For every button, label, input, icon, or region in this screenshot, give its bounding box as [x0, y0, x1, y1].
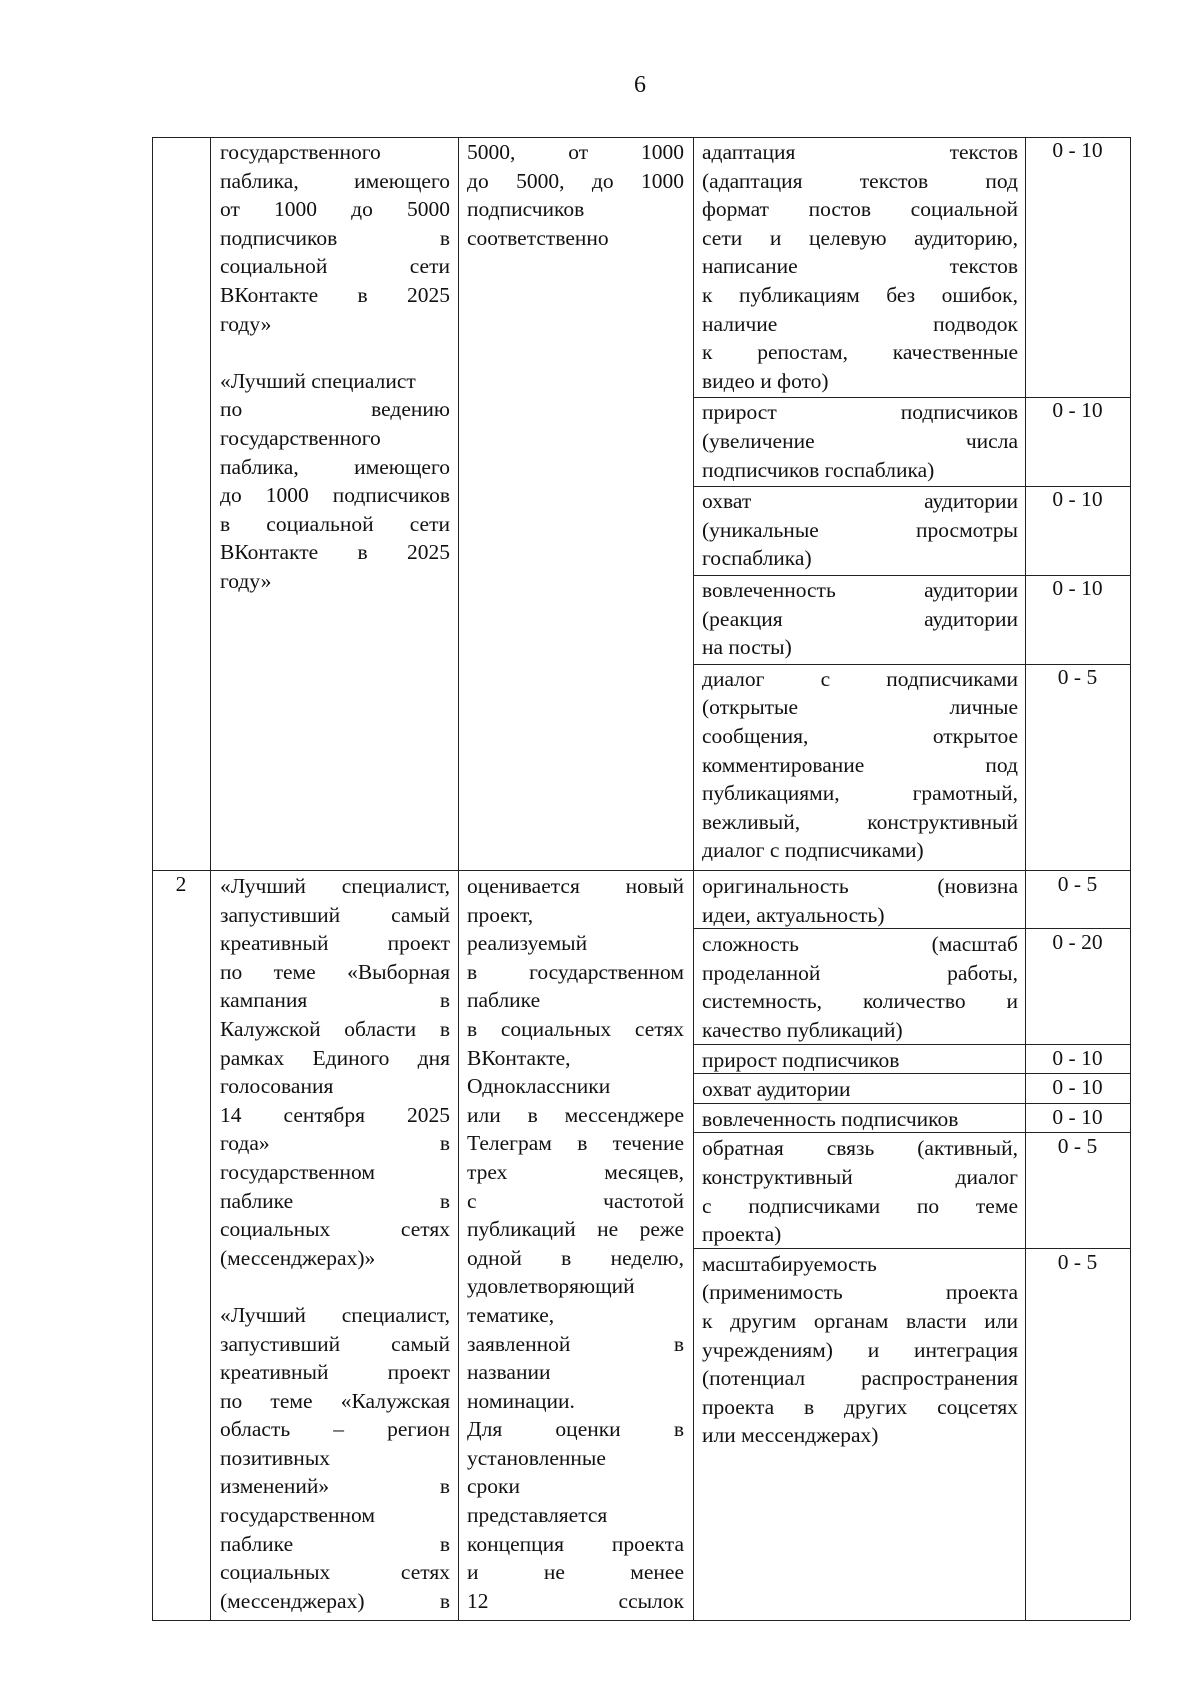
text-line: Для оценки в: [467, 1417, 684, 1442]
text-line: (адаптация текстов под: [702, 168, 1018, 193]
score-cell: 0 - 5: [1057, 1249, 1098, 1274]
text-line: Калужской области в: [220, 1016, 450, 1041]
text-line: в социальных сетях: [467, 1016, 684, 1041]
score-cell: 0 - 10: [1052, 576, 1103, 600]
text-line: голосования: [220, 1074, 334, 1099]
text-line: область – регион: [220, 1417, 450, 1442]
text-line: к репостам, качественные: [702, 340, 1018, 365]
text-line: вовлеченность подписчиков: [702, 1106, 959, 1131]
text-line: подписчиков госпаблика): [702, 457, 935, 482]
text-line: до 1000 подписчиков: [220, 483, 450, 508]
text-line: формат постов социальной: [702, 197, 1018, 222]
text-line: публикаций не реже: [467, 1217, 684, 1242]
text-line: (увеличение числа: [702, 428, 1018, 453]
text-line: заявленной в: [467, 1331, 684, 1356]
text-line: представляется: [467, 1503, 608, 1528]
text-line: по ведению: [220, 397, 450, 422]
text-line: одной в неделю,: [467, 1245, 684, 1270]
text-line: «Лучший специалист,: [220, 874, 450, 898]
criterion-divider: [693, 1103, 1130, 1104]
conditions-cell: [467, 872, 684, 1615]
text-line: социальных сетях: [220, 1560, 450, 1585]
text-line: паблика, имеющего: [220, 454, 450, 479]
text-line: оригинальность (новизна: [702, 874, 1018, 898]
text-line: (мессенджерах)»: [220, 1245, 376, 1270]
text-line: в социальной сети: [220, 511, 450, 536]
text-line: и не менее: [467, 1560, 684, 1585]
text-line: к другим органам власти или: [702, 1308, 1018, 1333]
text-line: с частотой: [467, 1188, 684, 1213]
text-line: сложность (масштаб: [702, 932, 1018, 957]
text-line: запустивший самый: [220, 1331, 450, 1356]
text-line: (применимость проекта: [702, 1280, 1018, 1305]
criterion-cell: [702, 1046, 1018, 1075]
text-line: масштабируемость: [702, 1251, 877, 1276]
text-line: в государственном: [467, 959, 684, 984]
text-line: государственного: [220, 425, 381, 450]
criterion-divider: [693, 1073, 1130, 1074]
text-line: или в мессенджере: [467, 1102, 684, 1127]
criterion-divider: [693, 1132, 1130, 1133]
score-cell: 0 - 10: [1052, 138, 1103, 162]
text-line: написание текстов: [702, 254, 1018, 279]
text-line: креативный проект: [220, 931, 450, 956]
text-line: Одноклассники: [467, 1074, 611, 1099]
score-cell: 0 - 10: [1052, 1104, 1103, 1129]
criterion-cell: [702, 487, 1018, 573]
criterion-divider: [693, 1248, 1130, 1249]
text-line: Телеграм в течение: [467, 1131, 684, 1156]
text-line: паблика, имеющего: [220, 168, 450, 193]
text-line: изменений» в: [220, 1474, 450, 1499]
text-line: государственного: [220, 140, 381, 164]
text-line: году»: [220, 311, 272, 336]
criterion-divider: [693, 928, 1130, 929]
text-line: системность, количество и: [702, 989, 1018, 1014]
score-cell: 0 - 5: [1057, 872, 1098, 896]
text-line: концепция проекта: [467, 1531, 684, 1556]
criterion-cell: [702, 1134, 1018, 1248]
table-border: [1025, 137, 1026, 1620]
table-border: [210, 137, 211, 1620]
text-line: креативный проект: [220, 1360, 450, 1385]
text-line: комментирование под: [702, 752, 1018, 777]
table-border: [152, 870, 1130, 871]
text-line: диалог с подписчиками): [702, 838, 924, 863]
text-line: сообщения, открытое: [702, 723, 1018, 748]
text-line: соответственно: [467, 225, 609, 250]
criterion-cell: [702, 1250, 1018, 1450]
text-line: по теме «Калужская: [220, 1388, 450, 1413]
text-line: социальной сети: [220, 254, 450, 279]
text-line: на посты): [702, 635, 792, 660]
text-line: 14 сентября 2025: [220, 1102, 450, 1127]
score-cell: 0 - 5: [1057, 1134, 1098, 1159]
text-line: сети и целевую аудиторию,: [702, 225, 1018, 250]
text-line: номинации.: [467, 1388, 575, 1413]
text-line: позитивных: [220, 1445, 331, 1470]
text-line: паблике: [467, 988, 541, 1013]
text-line: ВКонтакте в 2025: [220, 540, 450, 565]
text-line: проделанной работы,: [702, 960, 1018, 985]
text-line: ВКонтакте,: [467, 1045, 571, 1070]
text-line: с подписчиками по теме: [702, 1193, 1018, 1218]
text-line: проекта в других соцсетях: [702, 1394, 1018, 1419]
text-line: охват аудитории: [702, 489, 1018, 514]
text-line: подписчиков: [467, 197, 585, 222]
text-line: рамках Единого дня: [220, 1045, 450, 1070]
text-line: госпаблика): [702, 546, 812, 571]
text-line: «Лучший специалист: [220, 368, 416, 393]
text-line: конструктивный диалог: [702, 1164, 1018, 1189]
criterion-cell: [702, 138, 1018, 395]
text-line: [220, 338, 450, 367]
criterion-divider: [693, 1044, 1130, 1045]
row-number: 2: [175, 872, 187, 896]
text-line: вежливый, конструктивный: [702, 809, 1018, 834]
nomination-cell: [220, 138, 450, 596]
conditions-cell: [467, 138, 684, 252]
criterion-cell: [702, 665, 1018, 865]
text-line: году»: [220, 568, 272, 593]
score-cell: 0 - 10: [1052, 487, 1103, 512]
text-line: от 1000 до 5000: [220, 197, 450, 222]
text-line: прирост подписчиков: [702, 1047, 900, 1072]
text-line: (потенциал распространения: [702, 1366, 1018, 1391]
text-line: охват аудитории: [702, 1077, 851, 1102]
text-line: (мессенджерах) в: [220, 1588, 450, 1613]
text-line: названии: [467, 1360, 551, 1385]
score-cell: 0 - 10: [1052, 1045, 1103, 1070]
table-border: [693, 137, 694, 1620]
text-line: по теме «Выборная: [220, 959, 450, 984]
text-line: (уникальные просмотры: [702, 517, 1018, 542]
text-line: паблике в: [220, 1531, 450, 1556]
text-line: [220, 1272, 450, 1301]
text-line: государственном: [220, 1503, 375, 1528]
text-line: учреждениям) и интеграция: [702, 1337, 1018, 1362]
text-line: запустивший самый: [220, 902, 450, 927]
criterion-cell: [702, 398, 1018, 484]
score-cell: 0 - 10: [1052, 1075, 1103, 1100]
text-line: ВКонтакте в 2025: [220, 282, 450, 307]
text-line: оценивается новый: [467, 874, 684, 898]
text-line: прирост подписчиков: [702, 400, 1018, 425]
text-line: «Лучший специалист,: [220, 1302, 450, 1327]
page-number: 6: [634, 72, 646, 98]
text-line: года» в: [220, 1131, 450, 1156]
text-line: идеи, актуальность): [702, 902, 885, 927]
text-line: установленные: [467, 1445, 606, 1470]
criterion-cell: [702, 872, 1018, 929]
text-line: тематике,: [467, 1302, 555, 1327]
text-line: к публикациям без ошибок,: [702, 282, 1018, 307]
text-line: обратная связь (активный,: [702, 1136, 1018, 1161]
text-line: государственном: [220, 1159, 375, 1184]
text-line: трех месяцев,: [467, 1159, 684, 1184]
text-line: социальных сетях: [220, 1217, 450, 1242]
criterion-cell: [702, 930, 1018, 1044]
text-line: подписчиков в: [220, 225, 450, 250]
text-line: публикациями, грамотный,: [702, 781, 1018, 806]
text-line: наличие подводок: [702, 311, 1018, 336]
text-line: паблике в: [220, 1188, 450, 1213]
text-line: вовлеченность аудитории: [702, 578, 1018, 602]
score-cell: 0 - 5: [1057, 664, 1098, 689]
text-line: до 5000, до 1000: [467, 168, 684, 193]
criterion-cell: [702, 1105, 1018, 1134]
text-line: диалог с подписчиками: [702, 666, 1018, 691]
score-cell: 0 - 10: [1052, 398, 1103, 423]
text-line: проект,: [467, 902, 534, 927]
text-line: сроки: [467, 1474, 520, 1499]
table-border: [152, 1620, 1130, 1621]
text-line: видео и фото): [702, 368, 829, 393]
text-line: удовлетворяющий: [467, 1274, 635, 1299]
text-line: проекта): [702, 1222, 782, 1247]
text-line: 12 ссылок: [467, 1588, 684, 1613]
text-line: (реакция аудитории: [702, 606, 1018, 631]
text-line: или мессенджерах): [702, 1423, 879, 1448]
criterion-cell: [702, 576, 1018, 662]
text-line: 5000, от 1000: [467, 140, 684, 164]
table-border: [1130, 137, 1131, 1620]
text-line: (открытые личные: [702, 695, 1018, 720]
text-line: кампания в: [220, 988, 450, 1013]
criterion-cell: [702, 1075, 1018, 1104]
score-cell: 0 - 20: [1052, 930, 1103, 955]
table-border: [458, 137, 459, 1620]
nomination-cell: [220, 872, 450, 1615]
text-line: качество публикаций): [702, 1017, 903, 1042]
text-line: адаптация текстов: [702, 140, 1018, 164]
text-line: реализуемый: [467, 931, 588, 956]
